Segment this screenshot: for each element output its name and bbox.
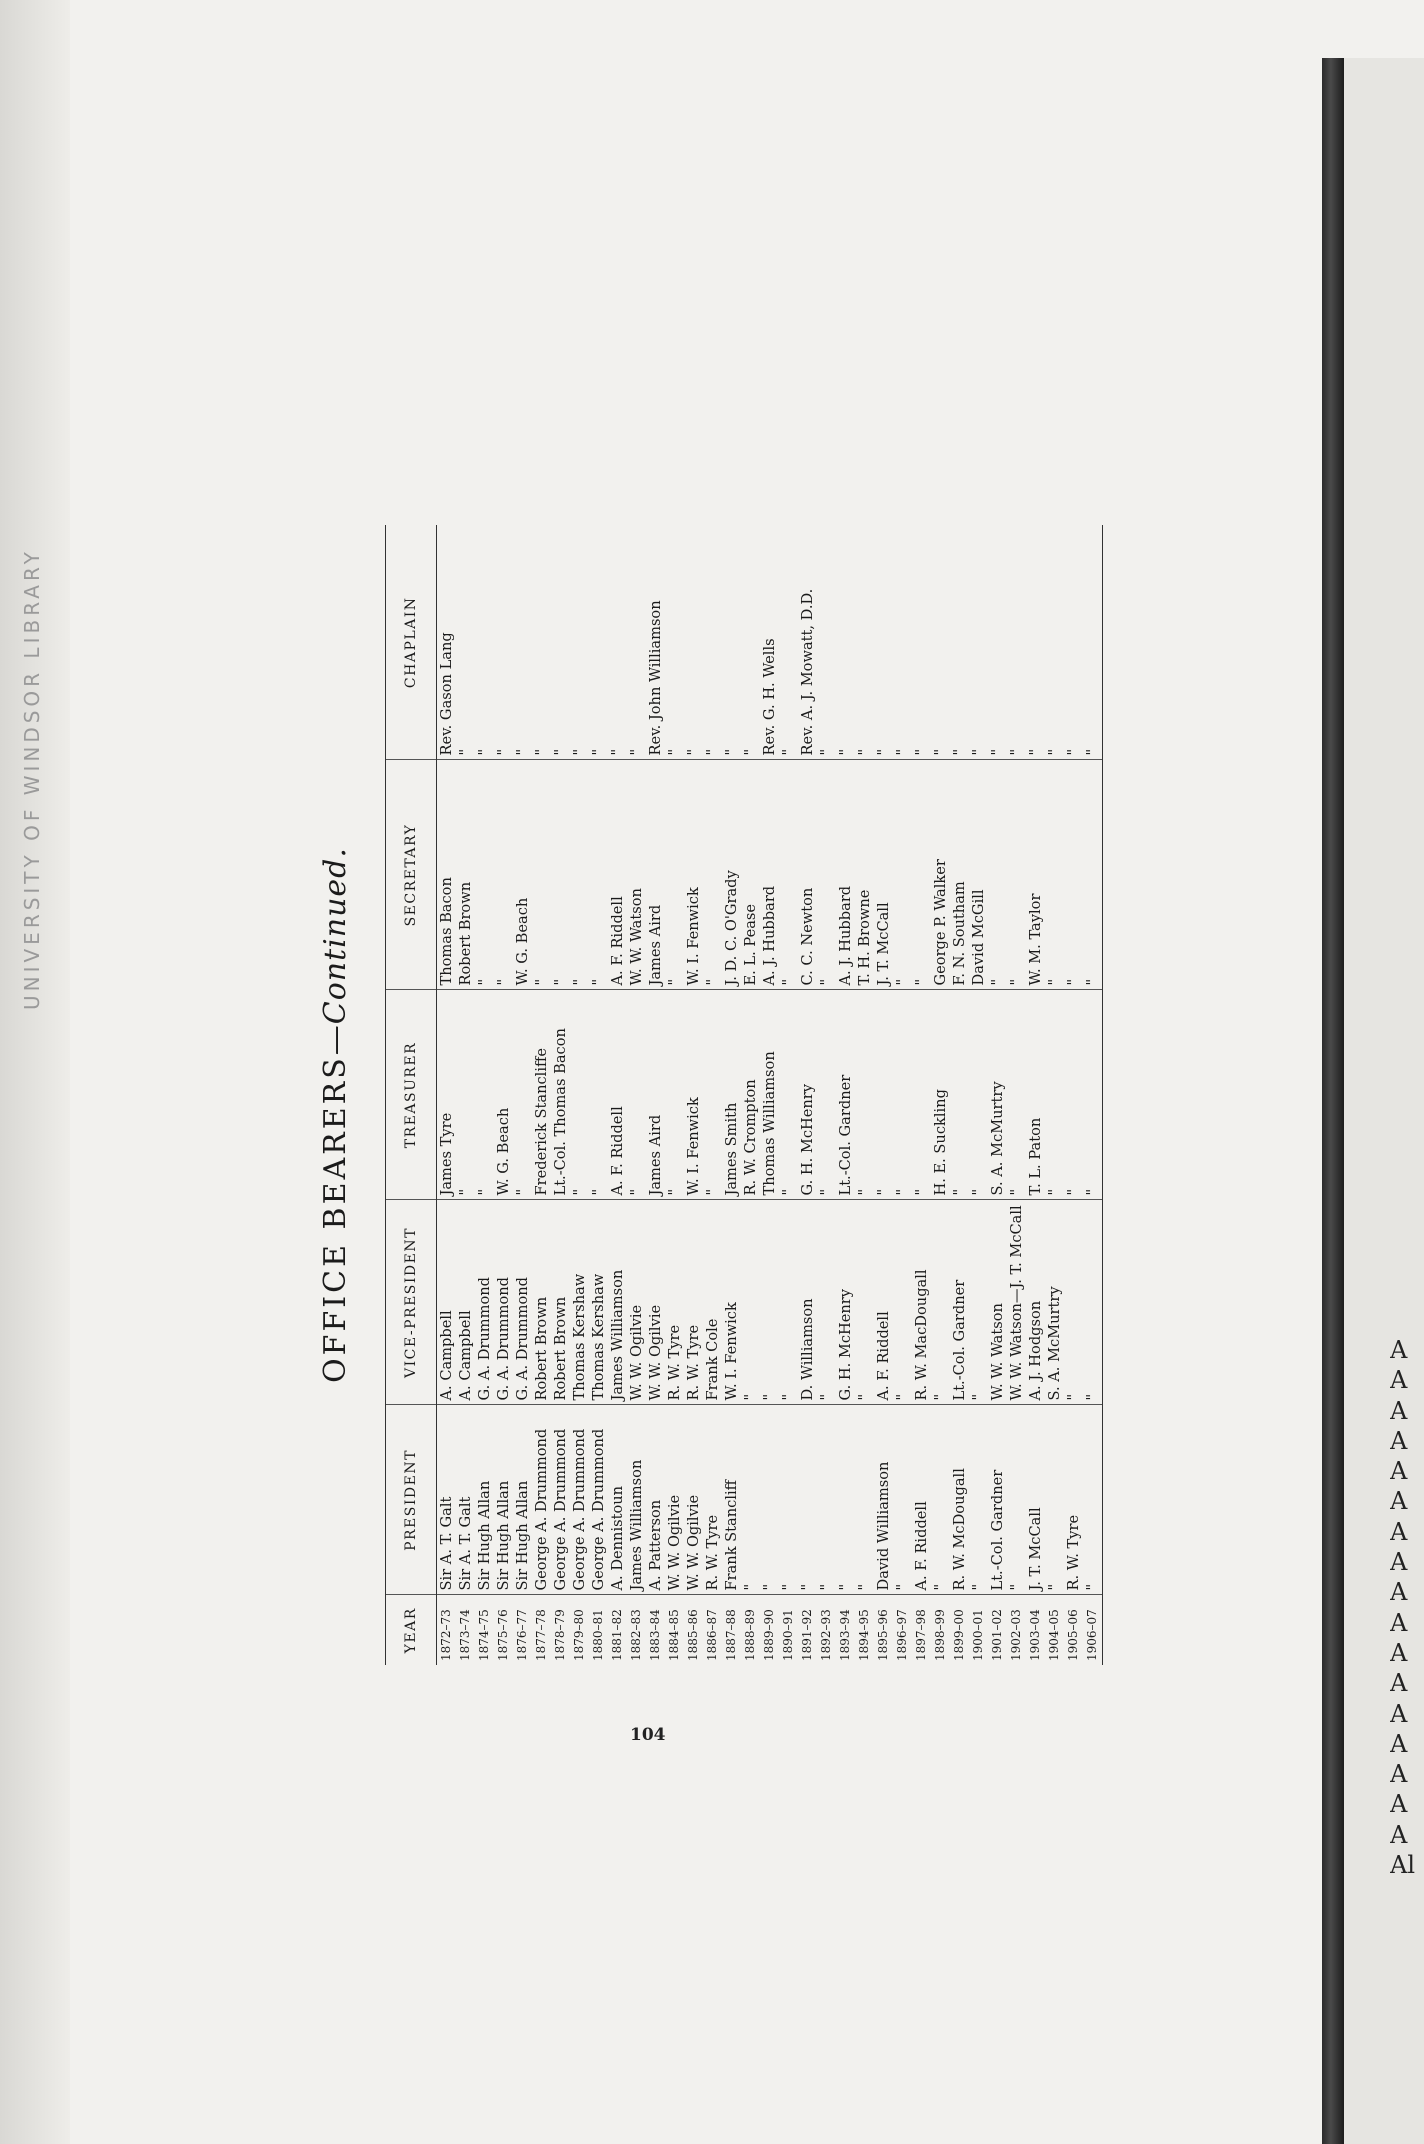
row-vice-president: G. A. Drummond [513,1200,532,1405]
row-treasurer: Lt.-Col. Thomas Bacon [551,990,570,1200]
row-secretary: " [532,760,551,990]
facing-page-letter: A [1390,1426,1408,1455]
row-chaplain: " [950,525,969,760]
row-chaplain: " [817,525,836,760]
row-vice-president: R. W. MacDougall [912,1200,931,1405]
row-secretary: " [570,760,589,990]
row-vice-president: Lt.-Col. Gardner [950,1200,969,1405]
table-row [950,525,969,1665]
table-row [931,525,950,1665]
row-vice-president: Robert Brown [551,1200,570,1405]
facing-page-letter: A [1390,1396,1408,1425]
row-secretary: A. J. Hubbard [760,760,779,990]
facing-page-letter: A [1390,1366,1408,1395]
row-president: " [760,1405,779,1595]
row-vice-president: " [969,1200,988,1405]
row-president: James Williamson [627,1405,646,1595]
row-treasurer: Lt.-Col. Gardner [836,990,855,1200]
row-vice-president: Robert Brown [532,1200,551,1405]
row-president: " [855,1405,874,1595]
row-secretary: " [589,760,608,990]
row-year: 1883–84 [648,1609,662,1661]
row-president: George A. Drummond [570,1405,589,1595]
table-row [627,525,646,1665]
row-vice-president: R. W. Tyre [684,1200,703,1405]
table-header-row [386,525,437,1665]
row-year: 1885–86 [686,1609,700,1661]
row-vice-president: W. W. Ogilvie [627,1200,646,1405]
row-treasurer: " [627,990,646,1200]
row-year: 1882–83 [629,1609,643,1661]
row-vice-president: S. A. McMurtry [1045,1200,1064,1405]
facing-page-letter: A [1390,1548,1408,1577]
row-secretary: W. I. Fenwick [684,760,703,990]
table-row [988,525,1007,1665]
row-president: Sir Hugh Allan [475,1405,494,1595]
header-president: PRESIDENT [386,1405,437,1595]
row-secretary: A. F. Riddell [608,760,627,990]
row-chaplain: " [703,525,722,760]
row-treasurer: James Aird [646,990,665,1200]
facing-page-letters [1390,1335,1424,1880]
row-secretary: T. H. Browne [855,760,874,990]
row-treasurer: " [912,990,931,1200]
row-year: 1881–82 [610,1609,624,1661]
row-president: W. W. Ogilvie [684,1405,703,1595]
row-treasurer: James Tyre [437,990,457,1200]
facing-page-letter: A [1390,1760,1408,1789]
row-year: 1890–91 [781,1609,795,1661]
row-vice-president: A. F. Riddell [874,1200,893,1405]
row-secretary: W. M. Taylor [1026,760,1045,990]
row-president: " [779,1405,798,1595]
row-secretary: F. N. Southam [950,760,969,990]
row-treasurer: " [855,990,874,1200]
table-row [513,525,532,1665]
row-president: George A. Drummond [551,1405,570,1595]
table-row [437,525,457,1665]
row-chaplain: " [551,525,570,760]
row-chaplain: " [665,525,684,760]
row-secretary: David McGill [969,760,988,990]
row-secretary: " [1083,760,1103,990]
row-chaplain: " [627,525,646,760]
row-chaplain: " [874,525,893,760]
row-secretary: " [494,760,513,990]
row-president: " [1045,1405,1064,1595]
row-president: Sir Hugh Allan [513,1405,532,1595]
row-treasurer: " [1083,990,1103,1200]
row-vice-president: W. I. Fenwick [722,1200,741,1405]
row-treasurer: " [779,990,798,1200]
table-row [608,525,627,1665]
row-year: 1874–75 [477,1609,491,1661]
row-secretary: " [1045,760,1064,990]
row-president: Sir A. T. Galt [437,1405,457,1595]
row-secretary: C. C. Newton [798,760,817,990]
row-treasurer: " [1045,990,1064,1200]
facing-page-letter: A [1390,1457,1408,1486]
row-chaplain: " [969,525,988,760]
row-secretary: W. G. Beach [513,760,532,990]
table-row [722,525,741,1665]
row-year: 1891–92 [800,1609,814,1661]
row-vice-president: " [893,1200,912,1405]
facing-page-letter: A [1390,1608,1408,1637]
row-chaplain: " [912,525,931,760]
row-chaplain: Rev. Gason Lang [437,525,457,760]
facing-page-letter: A [1390,1638,1408,1667]
row-secretary: W. W. Watson [627,760,646,990]
row-year: 1878–79 [553,1609,567,1661]
table-row [1064,525,1083,1665]
row-vice-president: W. W. Watson—J. T. McCall [1007,1200,1026,1405]
row-president: " [817,1405,836,1595]
row-chaplain: " [684,525,703,760]
row-treasurer: " [950,990,969,1200]
row-year: 1894–95 [857,1609,871,1661]
row-year: 1872–73 [439,1609,453,1661]
row-vice-president: " [741,1200,760,1405]
row-year: 1877–78 [534,1609,548,1661]
row-vice-president: G. A. Drummond [475,1200,494,1405]
table-row [646,525,665,1665]
office-bearers-table [385,525,1103,1665]
row-chaplain: " [779,525,798,760]
row-president: A. F. Riddell [912,1405,931,1595]
row-chaplain: " [855,525,874,760]
row-president: " [1083,1405,1103,1595]
row-treasurer: " [589,990,608,1200]
row-vice-president: " [1064,1200,1083,1405]
table-row [798,525,817,1665]
row-treasurer: " [513,990,532,1200]
row-chaplain: " [513,525,532,760]
row-chaplain: Rev. John Williamson [646,525,665,760]
row-secretary: George P. Walker [931,760,950,990]
row-president: R. W. Tyre [1064,1405,1083,1595]
row-vice-president: W. W. Ogilvie [646,1200,665,1405]
row-vice-president: James Williamson [608,1200,627,1405]
row-president: R. W. McDougall [950,1405,969,1595]
row-treasurer: " [893,990,912,1200]
row-vice-president: " [760,1200,779,1405]
page-title-main: OFFICE BEARERS [318,1055,353,1383]
row-treasurer: Frederick Stancliffe [532,990,551,1200]
row-president: George A. Drummond [589,1405,608,1595]
table-row [532,525,551,1665]
row-vice-president: " [817,1200,836,1405]
row-secretary: " [1064,760,1083,990]
table-row [589,525,608,1665]
facing-page-letter: A [1390,1517,1408,1546]
table-row [836,525,855,1665]
row-year: 1898–99 [933,1609,947,1661]
facing-page-letter: A [1390,1487,1408,1516]
row-year: 1873–74 [458,1609,472,1661]
row-president: J. T. McCall [1026,1405,1045,1595]
row-secretary: Thomas Bacon [437,760,457,990]
row-secretary: J. T. McCall [874,760,893,990]
row-vice-president: W. W. Watson [988,1200,1007,1405]
table-row [855,525,874,1665]
row-chaplain: " [532,525,551,760]
row-chaplain: " [456,525,475,760]
row-president: " [1007,1405,1026,1595]
row-treasurer: " [570,990,589,1200]
header-chaplain: CHAPLAIN [386,525,437,760]
table-row [874,525,893,1665]
row-treasurer: A. F. Riddell [608,990,627,1200]
row-year: 1875–76 [496,1609,510,1661]
row-chaplain: " [570,525,589,760]
row-secretary: E. L. Pease [741,760,760,990]
row-president: A. Patterson [646,1405,665,1595]
facing-page-letter: A [1390,1699,1408,1728]
row-treasurer: James Smith [722,990,741,1200]
row-year: 1897–98 [914,1609,928,1661]
row-vice-president: Thomas Kershaw [589,1200,608,1405]
table-row [817,525,836,1665]
facing-page-letter: Al [1390,1851,1416,1880]
row-vice-president: D. Williamson [798,1200,817,1405]
row-president: Sir A. T. Galt [456,1405,475,1595]
table-row [760,525,779,1665]
row-vice-president: " [931,1200,950,1405]
row-year: 1886–87 [705,1609,719,1661]
row-year: 1888–89 [743,1609,757,1661]
table-row [475,525,494,1665]
row-chaplain: " [931,525,950,760]
row-president: " [741,1405,760,1595]
row-secretary: " [1007,760,1026,990]
row-chaplain: " [1007,525,1026,760]
table-row [969,525,988,1665]
row-chaplain: " [893,525,912,760]
row-secretary: " [893,760,912,990]
row-treasurer: " [969,990,988,1200]
row-chaplain: " [988,525,1007,760]
row-president: George A. Drummond [532,1405,551,1595]
row-year: 1880–81 [591,1609,605,1661]
table-row [456,525,475,1665]
row-secretary: " [665,760,684,990]
row-year: 1905–06 [1066,1609,1080,1661]
row-chaplain: " [1064,525,1083,760]
row-president: R. W. Tyre [703,1405,722,1595]
row-president: W. W. Ogilvie [665,1405,684,1595]
row-treasurer: " [817,990,836,1200]
row-treasurer: T. L. Paton [1026,990,1045,1200]
row-year: 1889–90 [762,1609,776,1661]
table-row [665,525,684,1665]
row-vice-president: " [779,1200,798,1405]
header-secretary: SECRETARY [386,760,437,990]
row-secretary: " [779,760,798,990]
row-year: 1900–01 [971,1609,985,1661]
facing-page-letter: A [1390,1669,1408,1698]
row-secretary: " [703,760,722,990]
table-row [912,525,931,1665]
row-year: 1892–93 [819,1609,833,1661]
row-year: 1902–03 [1009,1609,1023,1661]
row-year: 1896–97 [895,1609,909,1661]
header-treasurer: TREASURER [386,990,437,1200]
row-treasurer: " [665,990,684,1200]
scan-left-margin [0,0,70,2144]
row-president: " [893,1405,912,1595]
table-row [703,525,722,1665]
row-treasurer: " [475,990,494,1200]
facing-page-letter: A [1390,1578,1408,1607]
row-year: 1904–05 [1047,1609,1061,1661]
row-treasurer: " [1064,990,1083,1200]
row-chaplain: Rev. A. J. Mowatt, D.D. [798,525,817,760]
row-chaplain: " [494,525,513,760]
table-row [494,525,513,1665]
table-row [1083,525,1103,1665]
row-president: Lt.-Col. Gardner [988,1405,1007,1595]
row-chaplain: Rev. G. H. Wells [760,525,779,760]
row-year: 1884–85 [667,1609,681,1661]
row-secretary: " [475,760,494,990]
table-row [893,525,912,1665]
row-year: 1899–00 [952,1609,966,1661]
row-treasurer: W. I. Fenwick [684,990,703,1200]
row-vice-president: A. Campbell [437,1200,457,1405]
row-chaplain: " [1026,525,1045,760]
facing-page-letter: A [1390,1820,1408,1849]
table-row [741,525,760,1665]
table-row [779,525,798,1665]
row-president: " [969,1405,988,1595]
page-title-suffix: —Continued. [318,847,353,1056]
row-chaplain: " [475,525,494,760]
row-treasurer: " [703,990,722,1200]
facing-page-letter: A [1390,1729,1408,1758]
facing-page-letter: A [1390,1336,1408,1364]
row-president: " [798,1405,817,1595]
page-title [305,525,367,1705]
row-secretary: " [817,760,836,990]
row-chaplain: " [589,525,608,760]
row-vice-president: A. Campbell [456,1200,475,1405]
row-treasurer: H. E. Suckling [931,990,950,1200]
row-year: 1893–94 [838,1609,852,1661]
row-secretary: " [912,760,931,990]
book-spine [1322,58,1344,2144]
row-president: Sir Hugh Allan [494,1405,513,1595]
row-vice-president: " [1083,1200,1103,1405]
row-secretary: J. D. C. O'Grady [722,760,741,990]
library-stamp: UNIVERSITY OF WINDSOR LIBRARY [20,548,44,1010]
row-treasurer: R. W. Crompton [741,990,760,1200]
row-year: 1906–07 [1083,1595,1103,1665]
row-president: " [931,1405,950,1595]
row-president: Frank Stancliff [722,1405,741,1595]
row-secretary: James Aird [646,760,665,990]
table-row [684,525,703,1665]
row-treasurer: " [1007,990,1026,1200]
table-row [1045,525,1064,1665]
row-treasurer: S. A. McMurtry [988,990,1007,1200]
page-number: 104 [630,1725,666,1745]
row-president: A. Dennistoun [608,1405,627,1595]
row-president: " [836,1405,855,1595]
row-vice-president: " [855,1200,874,1405]
table-row [1026,525,1045,1665]
row-secretary: Robert Brown [456,760,475,990]
row-treasurer: " [456,990,475,1200]
row-chaplain: " [1083,525,1103,760]
row-year: 1901–02 [990,1609,1004,1661]
row-treasurer: G. H. McHenry [798,990,817,1200]
table-row [551,525,570,1665]
row-chaplain: " [741,525,760,760]
row-vice-president: Thomas Kershaw [570,1200,589,1405]
table-body [437,525,1103,1665]
row-chaplain: " [1045,525,1064,760]
row-year: 1879–80 [572,1609,586,1661]
header-vice-president: VICE-PRESIDENT [386,1200,437,1405]
row-year: 1887–88 [724,1609,738,1661]
row-vice-president: R. W. Tyre [665,1200,684,1405]
row-vice-president: A. J. Hodgson [1026,1200,1045,1405]
row-secretary: " [988,760,1007,990]
row-vice-president: G. H. McHenry [836,1200,855,1405]
row-treasurer: Thomas Williamson [760,990,779,1200]
row-secretary: " [551,760,570,990]
row-year: 1895–96 [876,1609,890,1661]
row-president: David Williamson [874,1405,893,1595]
row-chaplain: " [722,525,741,760]
rotated-page-content [305,525,1125,1705]
row-vice-president: G. A. Drummond [494,1200,513,1405]
row-secretary: A. J. Hubbard [836,760,855,990]
row-year: 1876–77 [515,1609,529,1661]
row-vice-president: Frank Cole [703,1200,722,1405]
row-treasurer: W. G. Beach [494,990,513,1200]
table-row [1007,525,1026,1665]
row-year: 1903–04 [1028,1609,1042,1661]
table-row [570,525,589,1665]
row-chaplain: " [836,525,855,760]
row-chaplain: " [608,525,627,760]
row-treasurer: " [874,990,893,1200]
facing-page-letter: A [1390,1790,1408,1819]
header-year: YEAR [386,1595,437,1665]
